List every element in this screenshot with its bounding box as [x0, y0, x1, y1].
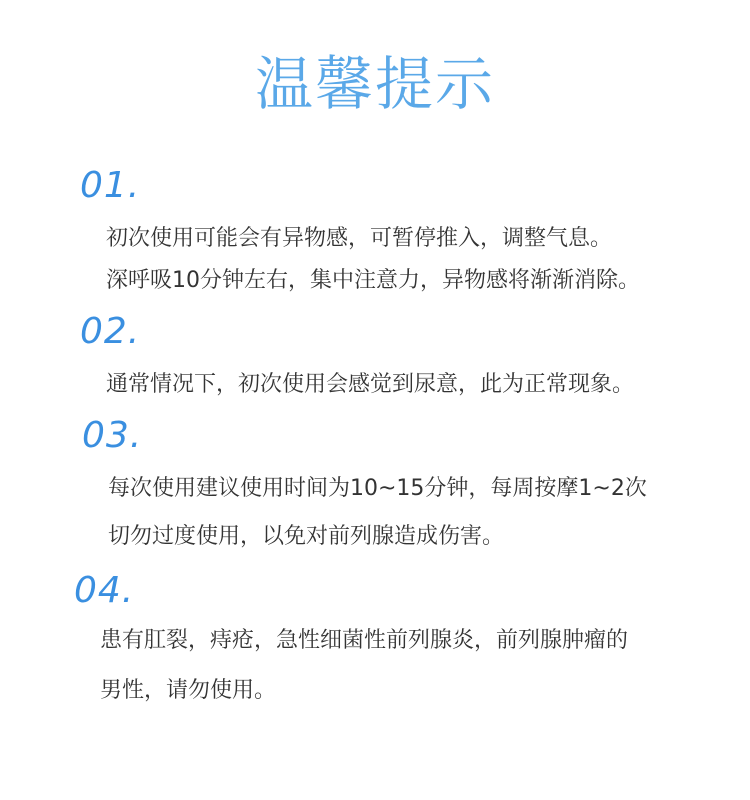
section-1-line-1: 初次使用可能会有异物感，可暂停推入，调整气息。 — [106, 226, 613, 251]
section-number-3: 03. — [82, 415, 143, 456]
section-4-line-1: 患有肛裂，痔疮，急性细菌性前列腺炎，前列腺肿瘤的 — [100, 628, 629, 653]
section-1-line-2: 深呼吸10分钟左右，集中注意力，异物感将渐渐消除。 — [106, 268, 640, 293]
section-number-1: 01. — [80, 165, 141, 206]
section-4-line-2: 男性，请勿使用。 — [100, 678, 277, 703]
section-2-line-1: 通常情况下，初次使用会感觉到尿意，此为正常现象。 — [106, 372, 635, 397]
section-3-line-1: 每次使用建议使用时间为10~15分钟，每周按摩1~2次 — [108, 476, 647, 501]
section-3-line-2: 切勿过度使用，以免对前列腺造成伤害。 — [108, 524, 505, 549]
page-title: 温馨提示 — [254, 50, 495, 118]
section-number-2: 02. — [80, 311, 141, 352]
section-number-4: 04. — [74, 570, 135, 611]
